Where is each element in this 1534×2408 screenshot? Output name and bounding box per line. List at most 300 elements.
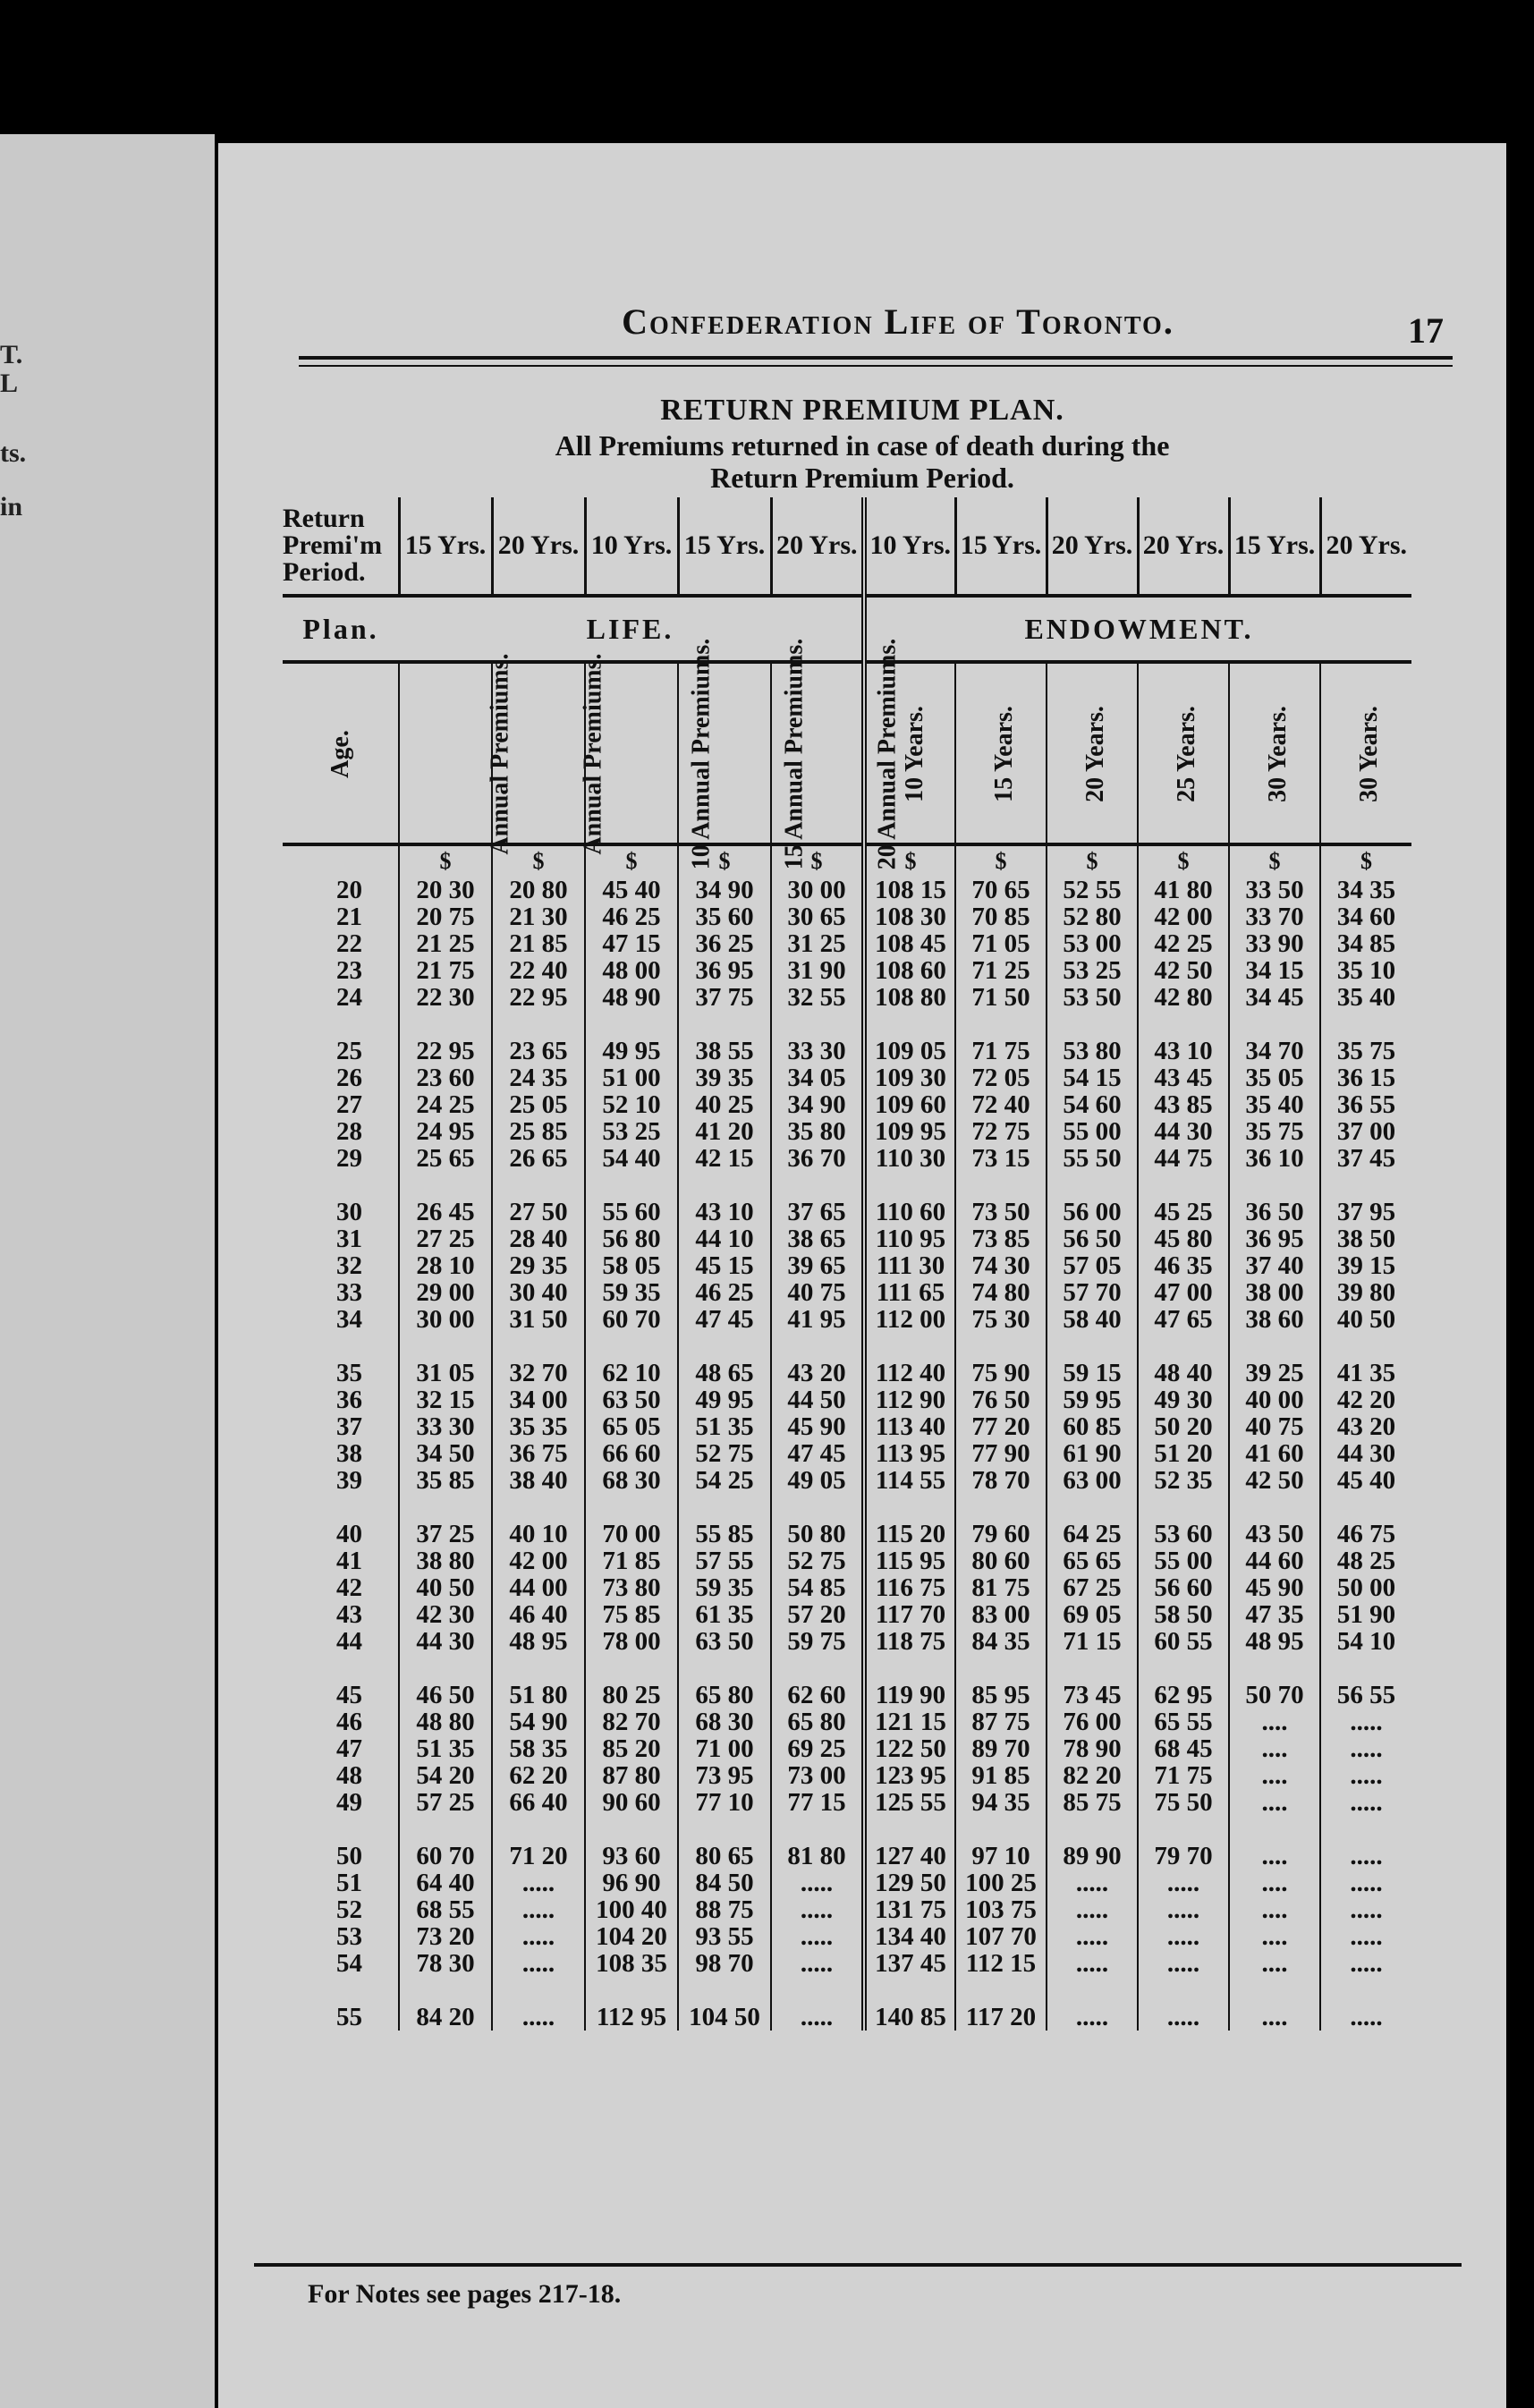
currency-mark: $: [1047, 844, 1138, 877]
column-header: 10 Annual Premiums.: [585, 662, 678, 844]
premium-cell: 31 50: [492, 1306, 585, 1333]
premium-cell: 39 15: [1320, 1252, 1411, 1279]
table-row: [283, 1252, 1411, 1279]
premium-cell: 77 90: [955, 1440, 1047, 1467]
premium-cell: 31 05: [399, 1360, 492, 1386]
premium-cell: 111 30: [864, 1252, 955, 1279]
premium-cell: 73 95: [678, 1762, 771, 1789]
premium-cell: 41 20: [678, 1118, 771, 1145]
premium-cell: 110 60: [864, 1199, 955, 1225]
endowment-group-label: ENDOWMENT.: [864, 596, 1411, 662]
premium-cell: 75 85: [585, 1601, 678, 1628]
premium-cell: 84 50: [678, 1870, 771, 1896]
age-cell: 21: [336, 903, 362, 931]
premium-cell: 31 90: [771, 957, 864, 984]
premium-cell: ....: [1229, 1870, 1320, 1896]
column-header: 10 Years.: [864, 662, 955, 844]
premium-cell: 109 95: [864, 1118, 955, 1145]
premium-cell: 72 05: [955, 1064, 1047, 1091]
premium-cell: 34 45: [1229, 984, 1320, 1011]
group-spacer: [283, 1655, 1411, 1682]
premium-cell: 109 30: [864, 1064, 955, 1091]
premium-cell: 83 00: [955, 1601, 1047, 1628]
premium-cell: 30 00: [771, 877, 864, 903]
premium-cell: 58 40: [1047, 1306, 1138, 1333]
group-spacer: [283, 1333, 1411, 1360]
premium-cell: 75 30: [955, 1306, 1047, 1333]
premium-cell: 51 00: [585, 1064, 678, 1091]
premium-cell: 24 95: [399, 1118, 492, 1145]
premium-cell: .....: [1320, 2004, 1411, 2031]
age-cell: 45: [336, 1681, 362, 1709]
premium-cell: 59 15: [1047, 1360, 1138, 1386]
age-cell: 40: [336, 1520, 362, 1548]
table-row: [283, 1279, 1411, 1306]
premium-cell: 118 75: [864, 1628, 955, 1655]
premium-cell: .....: [771, 2004, 864, 2031]
premium-cell: 78 00: [585, 1628, 678, 1655]
premium-cell: 73 15: [955, 1145, 1047, 1172]
premium-cell: 47 00: [1138, 1279, 1229, 1306]
premium-cell: 89 90: [1047, 1843, 1138, 1870]
premium-cell: 65 65: [1047, 1547, 1138, 1574]
premium-cell: ....: [1229, 1950, 1320, 1977]
age-cell: 55: [336, 2003, 362, 2031]
premium-cell: 62 10: [585, 1360, 678, 1386]
premium-cell: 44 60: [1229, 1547, 1320, 1574]
premium-cell: 108 45: [864, 930, 955, 957]
premium-cell: 55 85: [678, 1521, 771, 1547]
premium-cell: 71 75: [1138, 1762, 1229, 1789]
age-cell: 34: [336, 1305, 362, 1334]
premium-cell: 20 30: [399, 877, 492, 903]
table-row: [283, 984, 1411, 1011]
table-row: [283, 1413, 1411, 1440]
premium-cell: .....: [1320, 1896, 1411, 1923]
premium-cell: 41 35: [1320, 1360, 1411, 1386]
premium-cell: 25 05: [492, 1091, 585, 1118]
premium-cell: 30 00: [399, 1306, 492, 1333]
table-row: [283, 1601, 1411, 1628]
column-header: 20 Years.: [1047, 662, 1138, 844]
premium-cell: 44 50: [771, 1386, 864, 1413]
premium-cell: 36 95: [1229, 1225, 1320, 1252]
premium-cell: ....: [1229, 1896, 1320, 1923]
age-cell: 35: [336, 1359, 362, 1387]
premium-cell: 38 65: [771, 1225, 864, 1252]
premium-cell: 82 70: [585, 1708, 678, 1735]
premium-cell: 48 80: [399, 1708, 492, 1735]
premium-cell: 36 75: [492, 1440, 585, 1467]
premium-cell: 45 15: [678, 1252, 771, 1279]
premium-cell: 53 00: [1047, 930, 1138, 957]
age-cell: 20: [336, 876, 362, 904]
age-cell: 33: [336, 1278, 362, 1307]
premium-cell: 33 30: [771, 1038, 864, 1064]
group-spacer: [283, 1816, 1411, 1843]
premium-cell: .....: [771, 1896, 864, 1923]
premium-cell: 49 30: [1138, 1386, 1229, 1413]
premium-cell: 52 75: [678, 1440, 771, 1467]
premium-cell: 21 85: [492, 930, 585, 957]
premium-cell: 51 35: [399, 1735, 492, 1762]
premium-cell: 28 40: [492, 1225, 585, 1252]
premium-cell: 57 55: [678, 1547, 771, 1574]
premium-cell: 32 15: [399, 1386, 492, 1413]
premium-cell: 40 00: [1229, 1386, 1320, 1413]
age-cell: 49: [336, 1788, 362, 1817]
group-spacer: [283, 1977, 1411, 2004]
premium-cell: 57 25: [399, 1789, 492, 1816]
table-row: [283, 1950, 1411, 1977]
premium-cell: 93 55: [678, 1923, 771, 1950]
premium-cell: 53 80: [1047, 1038, 1138, 1064]
table-row: [283, 1870, 1411, 1896]
premium-cell: 45 80: [1138, 1225, 1229, 1252]
column-header: 25 Years.: [1138, 662, 1229, 844]
premium-cell: 35 40: [1320, 984, 1411, 1011]
premium-cell: 37 25: [399, 1521, 492, 1547]
premium-cell: 84 20: [399, 2004, 492, 2031]
premium-cell: 80 65: [678, 1843, 771, 1870]
premium-cell: .....: [492, 2004, 585, 2031]
age-cell: 38: [336, 1439, 362, 1468]
premium-cell: 59 35: [678, 1574, 771, 1601]
premium-cell: 91 85: [955, 1762, 1047, 1789]
premium-cell: 110 95: [864, 1225, 955, 1252]
premium-cell: 26 65: [492, 1145, 585, 1172]
age-cell: 41: [336, 1547, 362, 1575]
premium-cell: 73 85: [955, 1225, 1047, 1252]
premium-cell: 59 35: [585, 1279, 678, 1306]
column-header: 15 Annual Premiums.: [678, 662, 771, 844]
premium-cell: 55 50: [1047, 1145, 1138, 1172]
premium-cell: 87 75: [955, 1708, 1047, 1735]
premium-cell: .....: [1320, 1708, 1411, 1735]
premium-cell: 22 30: [399, 984, 492, 1011]
age-cell: 48: [336, 1761, 362, 1790]
period-cell: 20 Yrs.: [1320, 497, 1411, 596]
premium-cell: 36 70: [771, 1145, 864, 1172]
premium-cell: 63 50: [678, 1628, 771, 1655]
table-row: [283, 1843, 1411, 1870]
premium-cell: 48 95: [492, 1628, 585, 1655]
premium-cell: 109 60: [864, 1091, 955, 1118]
period-cell: 10 Yrs.: [864, 497, 955, 596]
group-spacer: [283, 1011, 1411, 1038]
premium-cell: ....: [1229, 1789, 1320, 1816]
premium-cell: 21 25: [399, 930, 492, 957]
premium-cell: 104 20: [585, 1923, 678, 1950]
premium-cell: 74 80: [955, 1279, 1047, 1306]
premium-cell: 52 55: [1047, 877, 1138, 903]
currency-mark: $: [399, 844, 492, 877]
premium-cell: 35 05: [1229, 1064, 1320, 1091]
age-header: Age.: [283, 662, 399, 844]
age-cell: 24: [336, 983, 362, 1012]
premium-cell: 35 85: [399, 1467, 492, 1494]
premium-cell: 29 00: [399, 1279, 492, 1306]
age-cell: 42: [336, 1573, 362, 1602]
premium-cell: 35 40: [1229, 1091, 1320, 1118]
currency-mark: $: [955, 844, 1047, 877]
premium-cell: 113 95: [864, 1440, 955, 1467]
premium-cell: 26 45: [399, 1199, 492, 1225]
premium-cell: 81 75: [955, 1574, 1047, 1601]
premium-cell: 28 10: [399, 1252, 492, 1279]
left-fragment: ts.: [0, 438, 27, 468]
table-row: [283, 1360, 1411, 1386]
premium-cell: .....: [1320, 1923, 1411, 1950]
premium-cell: 65 05: [585, 1413, 678, 1440]
premium-cell: 58 05: [585, 1252, 678, 1279]
premium-cell: .....: [492, 1950, 585, 1977]
age-cell: 53: [336, 1922, 362, 1951]
premium-cell: 42 80: [1138, 984, 1229, 1011]
premium-cell: 40 50: [1320, 1306, 1411, 1333]
premium-cell: 35 10: [1320, 957, 1411, 984]
age-cell: 39: [336, 1466, 362, 1495]
life-group-label: LIFE.: [399, 596, 864, 662]
premium-cell: 53 25: [585, 1118, 678, 1145]
premium-cell: 23 65: [492, 1038, 585, 1064]
table-row: [283, 1735, 1411, 1762]
column-header-row: [283, 662, 1411, 844]
table-row: [283, 1762, 1411, 1789]
premium-cell: .....: [1047, 1896, 1138, 1923]
premium-cell: ....: [1229, 2004, 1320, 2031]
premium-cell: 71 50: [955, 984, 1047, 1011]
premium-cell: 46 50: [399, 1682, 492, 1708]
premium-cell: 40 10: [492, 1521, 585, 1547]
premium-cell: 103 75: [955, 1896, 1047, 1923]
premium-cell: 61 90: [1047, 1440, 1138, 1467]
premium-cell: 74 30: [955, 1252, 1047, 1279]
premium-cell: 36 95: [678, 957, 771, 984]
premium-cell: 34 90: [771, 1091, 864, 1118]
table-row: [283, 1467, 1411, 1494]
premium-cell: 65 80: [771, 1708, 864, 1735]
premium-cell: 60 70: [399, 1843, 492, 1870]
premium-cell: 33 50: [1229, 877, 1320, 903]
premium-cell: 108 80: [864, 984, 955, 1011]
premium-cell: .....: [1047, 1870, 1138, 1896]
premium-cell: 39 80: [1320, 1279, 1411, 1306]
premium-cell: 93 60: [585, 1843, 678, 1870]
premium-cell: 55 60: [585, 1199, 678, 1225]
premium-cell: 36 55: [1320, 1091, 1411, 1118]
premium-cell: 37 75: [678, 984, 771, 1011]
premium-cell: 36 15: [1320, 1064, 1411, 1091]
premium-cell: 42 30: [399, 1601, 492, 1628]
premium-cell: 20 80: [492, 877, 585, 903]
premium-cell: .....: [1320, 1870, 1411, 1896]
age-cell: 51: [336, 1869, 362, 1897]
premium-cell: 40 50: [399, 1574, 492, 1601]
premium-cell: 117 20: [955, 2004, 1047, 2031]
premium-cell: 56 55: [1320, 1682, 1411, 1708]
premium-cell: 115 20: [864, 1521, 955, 1547]
premium-cell: 94 35: [955, 1789, 1047, 1816]
premium-cell: 24 35: [492, 1064, 585, 1091]
premium-cell: 111 65: [864, 1279, 955, 1306]
premium-cell: 35 80: [771, 1118, 864, 1145]
premium-cell: 97 10: [955, 1843, 1047, 1870]
premium-cell: 62 20: [492, 1762, 585, 1789]
premium-cell: 40 75: [771, 1279, 864, 1306]
premium-cell: 88 75: [678, 1896, 771, 1923]
premium-cell: 43 20: [1320, 1413, 1411, 1440]
premium-cell: 45 90: [771, 1413, 864, 1440]
premium-cell: 52 10: [585, 1091, 678, 1118]
plan-row: [283, 596, 1411, 662]
premium-cell: 42 00: [1138, 903, 1229, 930]
premium-cell: .....: [1320, 1843, 1411, 1870]
premium-cell: 54 20: [399, 1762, 492, 1789]
premium-cell: 109 05: [864, 1038, 955, 1064]
premium-cell: ....: [1229, 1708, 1320, 1735]
premium-cell: 50 00: [1320, 1574, 1411, 1601]
currency-mark: $: [678, 844, 771, 877]
premium-cell: 58 50: [1138, 1601, 1229, 1628]
table-row: [283, 1064, 1411, 1091]
premium-cell: .....: [492, 1896, 585, 1923]
column-header: Annual Premiums.: [399, 662, 492, 844]
premium-cell: 25 85: [492, 1118, 585, 1145]
premium-cell: 52 75: [771, 1547, 864, 1574]
age-cell: 28: [336, 1117, 362, 1146]
age-cell: 22: [336, 929, 362, 958]
premium-cell: 85 20: [585, 1735, 678, 1762]
plan-header: Plan.: [283, 596, 399, 662]
premium-cell: 87 80: [585, 1762, 678, 1789]
premium-cell: 113 40: [864, 1413, 955, 1440]
age-cell: 26: [336, 1064, 362, 1092]
premium-cell: 71 85: [585, 1547, 678, 1574]
premium-cell: 81 80: [771, 1843, 864, 1870]
premium-cell: 79 70: [1138, 1843, 1229, 1870]
table-row: [283, 2004, 1411, 2031]
premium-cell: 85 95: [955, 1682, 1047, 1708]
premium-cell: 43 10: [678, 1199, 771, 1225]
premium-cell: 46 25: [585, 903, 678, 930]
premium-cell: 75 90: [955, 1360, 1047, 1386]
premium-cell: 55 00: [1047, 1118, 1138, 1145]
group-spacer: [283, 1172, 1411, 1199]
premium-cell: 79 60: [955, 1521, 1047, 1547]
premium-cell: 43 20: [771, 1360, 864, 1386]
table-row: [283, 1145, 1411, 1172]
age-cell: 52: [336, 1895, 362, 1924]
group-spacer: [283, 1494, 1411, 1521]
premium-cell: 76 00: [1047, 1708, 1138, 1735]
premium-cell: 112 90: [864, 1386, 955, 1413]
premium-cell: 62 95: [1138, 1682, 1229, 1708]
premium-cell: 80 25: [585, 1682, 678, 1708]
premium-cell: 62 60: [771, 1682, 864, 1708]
age-cell: 37: [336, 1412, 362, 1441]
table-row: [283, 1789, 1411, 1816]
table-row: [283, 1306, 1411, 1333]
premium-cell: 41 95: [771, 1306, 864, 1333]
currency-mark: $: [1138, 844, 1229, 877]
premium-cell: 20 75: [399, 903, 492, 930]
premium-cell: 137 45: [864, 1950, 955, 1977]
adjacent-page-edge: [0, 134, 215, 2408]
premium-cell: .....: [1320, 1762, 1411, 1789]
premium-cell: 58 35: [492, 1735, 585, 1762]
period-cell: 15 Yrs.: [955, 497, 1047, 596]
premium-cell: 70 00: [585, 1521, 678, 1547]
age-cell: 47: [336, 1734, 362, 1763]
premium-cell: 50 80: [771, 1521, 864, 1547]
premium-cell: .....: [771, 1923, 864, 1950]
premium-cell: 40 75: [1229, 1413, 1320, 1440]
premium-cell: 21 75: [399, 957, 492, 984]
premium-cell: 69 05: [1047, 1601, 1138, 1628]
premium-cell: 57 70: [1047, 1279, 1138, 1306]
premium-cell: 25 65: [399, 1145, 492, 1172]
table-row: [283, 1440, 1411, 1467]
premium-cell: 30 40: [492, 1279, 585, 1306]
premium-cell: 108 15: [864, 877, 955, 903]
premium-cell: 56 80: [585, 1225, 678, 1252]
premium-cell: 44 30: [1138, 1118, 1229, 1145]
premium-cell: 78 70: [955, 1467, 1047, 1494]
left-fragment: in: [0, 492, 23, 521]
premium-cell: 51 80: [492, 1682, 585, 1708]
footnote: For Notes see pages 217-18.: [308, 2279, 622, 2309]
premium-cell: 29 35: [492, 1252, 585, 1279]
premium-cell: .....: [1320, 1950, 1411, 1977]
premium-cell: 70 85: [955, 903, 1047, 930]
table-row: [283, 1038, 1411, 1064]
premium-cell: 50 70: [1229, 1682, 1320, 1708]
premium-cell: 34 05: [771, 1064, 864, 1091]
table-row: [283, 1521, 1411, 1547]
plan-subtitle: All Premiums returned in case of death during the Return Premium Period.: [555, 429, 1170, 494]
currency-mark: $: [771, 844, 864, 877]
premium-cell: 104 50: [678, 2004, 771, 2031]
premium-cell: .....: [771, 1950, 864, 1977]
premium-cell: 27 50: [492, 1199, 585, 1225]
premium-cell: 57 20: [771, 1601, 864, 1628]
table-row: [283, 1923, 1411, 1950]
premium-cell: 44 75: [1138, 1145, 1229, 1172]
premium-cell: 77 15: [771, 1789, 864, 1816]
premium-cell: 122 50: [864, 1735, 955, 1762]
age-cell: 25: [336, 1037, 362, 1065]
premium-cell: 57 05: [1047, 1252, 1138, 1279]
premium-cell: 73 00: [771, 1762, 864, 1789]
premium-cell: 50 20: [1138, 1413, 1229, 1440]
premium-cell: 44 00: [492, 1574, 585, 1601]
premium-cell: 89 70: [955, 1735, 1047, 1762]
premium-cell: 66 40: [492, 1789, 585, 1816]
premium-cell: 108 60: [864, 957, 955, 984]
premium-cell: 35 75: [1229, 1118, 1320, 1145]
premium-cell: ....: [1229, 1762, 1320, 1789]
premium-cell: 63 00: [1047, 1467, 1138, 1494]
premium-cell: 49 05: [771, 1467, 864, 1494]
premium-cell: 64 40: [399, 1870, 492, 1896]
period-cell: 20 Yrs.: [771, 497, 864, 596]
premium-cell: 98 70: [678, 1950, 771, 1977]
table-row: [283, 1708, 1411, 1735]
premium-cell: 39 35: [678, 1064, 771, 1091]
premium-cell: .....: [1047, 1950, 1138, 1977]
premium-cell: 69 25: [771, 1735, 864, 1762]
